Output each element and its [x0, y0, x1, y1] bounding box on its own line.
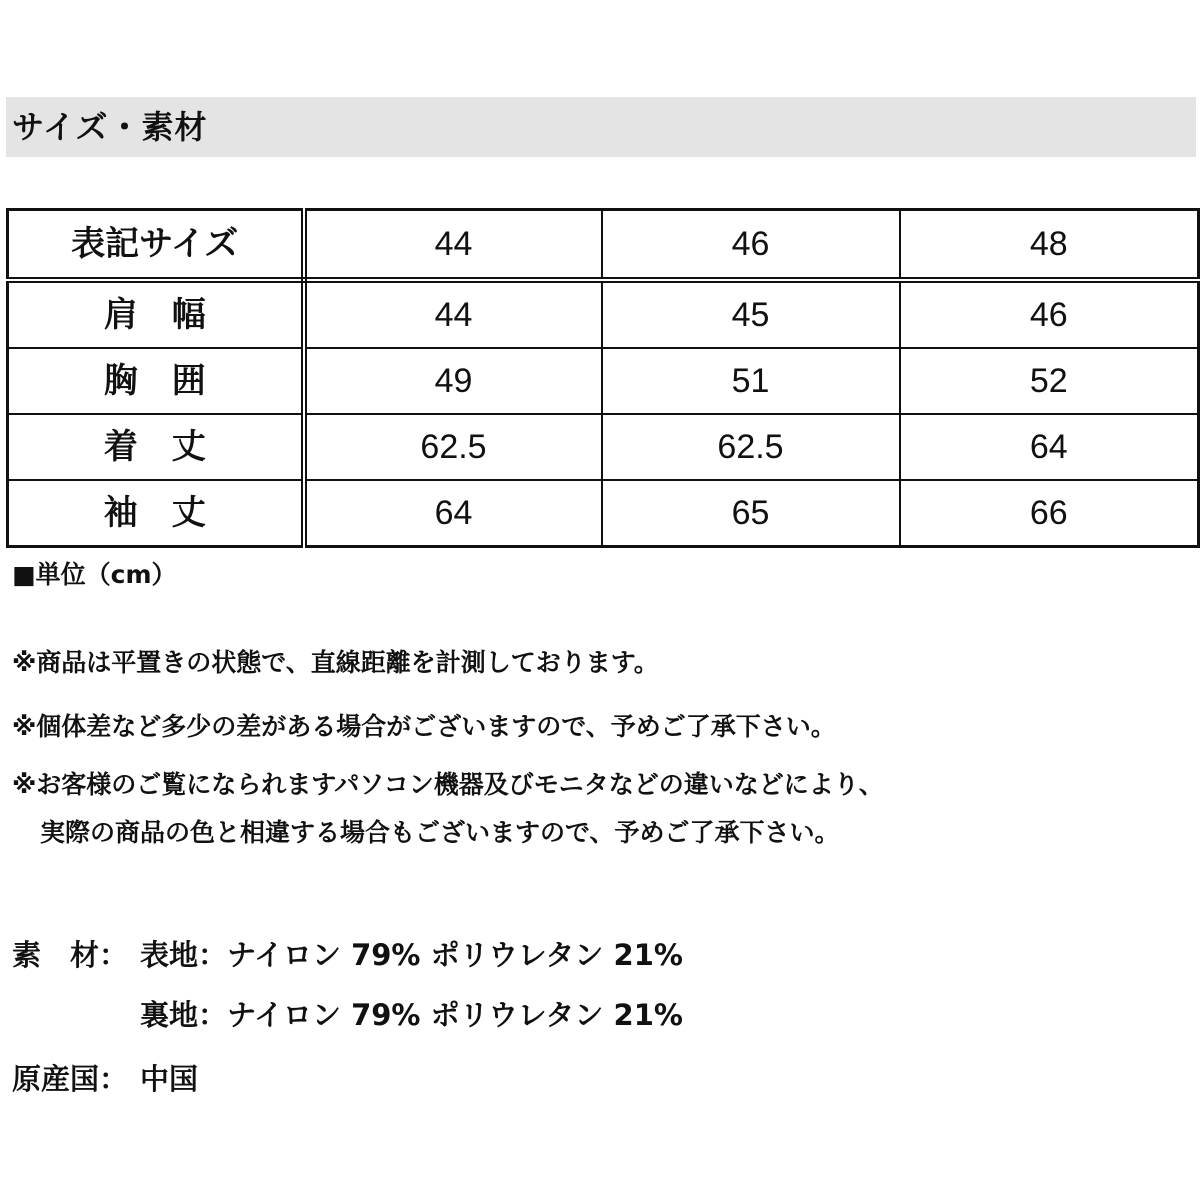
- table-cell: 44: [304, 280, 602, 348]
- note-variance: ※個体差など多少の差がある場合がございますので、予めご了承下さい。: [12, 712, 836, 741]
- row-label-sleeve: 袖 丈: [8, 480, 304, 547]
- table-cell: 64: [304, 480, 602, 547]
- row-label-length: 着 丈: [8, 414, 304, 480]
- table-row: [8, 280, 1199, 348]
- size-header-cell: 46: [602, 210, 900, 281]
- material-label: 素 材：: [12, 938, 129, 972]
- table-row: [8, 414, 1199, 480]
- table-cell: 49: [304, 348, 602, 414]
- origin-label: 原産国：: [12, 1062, 129, 1096]
- row-label-chest: 胸 囲: [8, 348, 304, 414]
- size-header-cell: 44: [304, 210, 602, 281]
- table-row: [8, 480, 1199, 547]
- table-cell: 65: [602, 480, 900, 547]
- note-monitor-line1: ※お客様のご覧になられますパソコン機器及びモニタなどの違いなどにより、: [12, 770, 884, 799]
- size-table: [6, 208, 1200, 548]
- row-label-shoulder: 肩 幅: [8, 280, 304, 348]
- section-header: [6, 97, 1196, 157]
- note-monitor-line2: 実際の商品の色と相違する場合もございますので、予めご了承下さい。: [40, 818, 840, 847]
- size-header-label: 表記サイズ: [8, 210, 304, 281]
- size-header-row: [8, 210, 1199, 281]
- section-title: サイズ・素材: [12, 108, 208, 146]
- unit-note: ■単位（cm）: [12, 560, 177, 589]
- table-cell: 51: [602, 348, 900, 414]
- table-cell: 62.5: [602, 414, 900, 480]
- material-lining: 裏地：ナイロン 79% ポリウレタン 21%: [140, 998, 683, 1032]
- table-cell: 46: [900, 280, 1199, 348]
- table-cell: 52: [900, 348, 1199, 414]
- material-outer: 表地：ナイロン 79% ポリウレタン 21%: [140, 938, 683, 972]
- table-cell: 62.5: [304, 414, 602, 480]
- note-measurement: ※商品は平置きの状態で、直線距離を計測しております。: [12, 648, 659, 677]
- size-header-cell: 48: [900, 210, 1199, 281]
- table-row: [8, 348, 1199, 414]
- table-cell: 64: [900, 414, 1199, 480]
- table-cell: 45: [602, 280, 900, 348]
- origin-value: 中国: [140, 1062, 199, 1096]
- table-cell: 66: [900, 480, 1199, 547]
